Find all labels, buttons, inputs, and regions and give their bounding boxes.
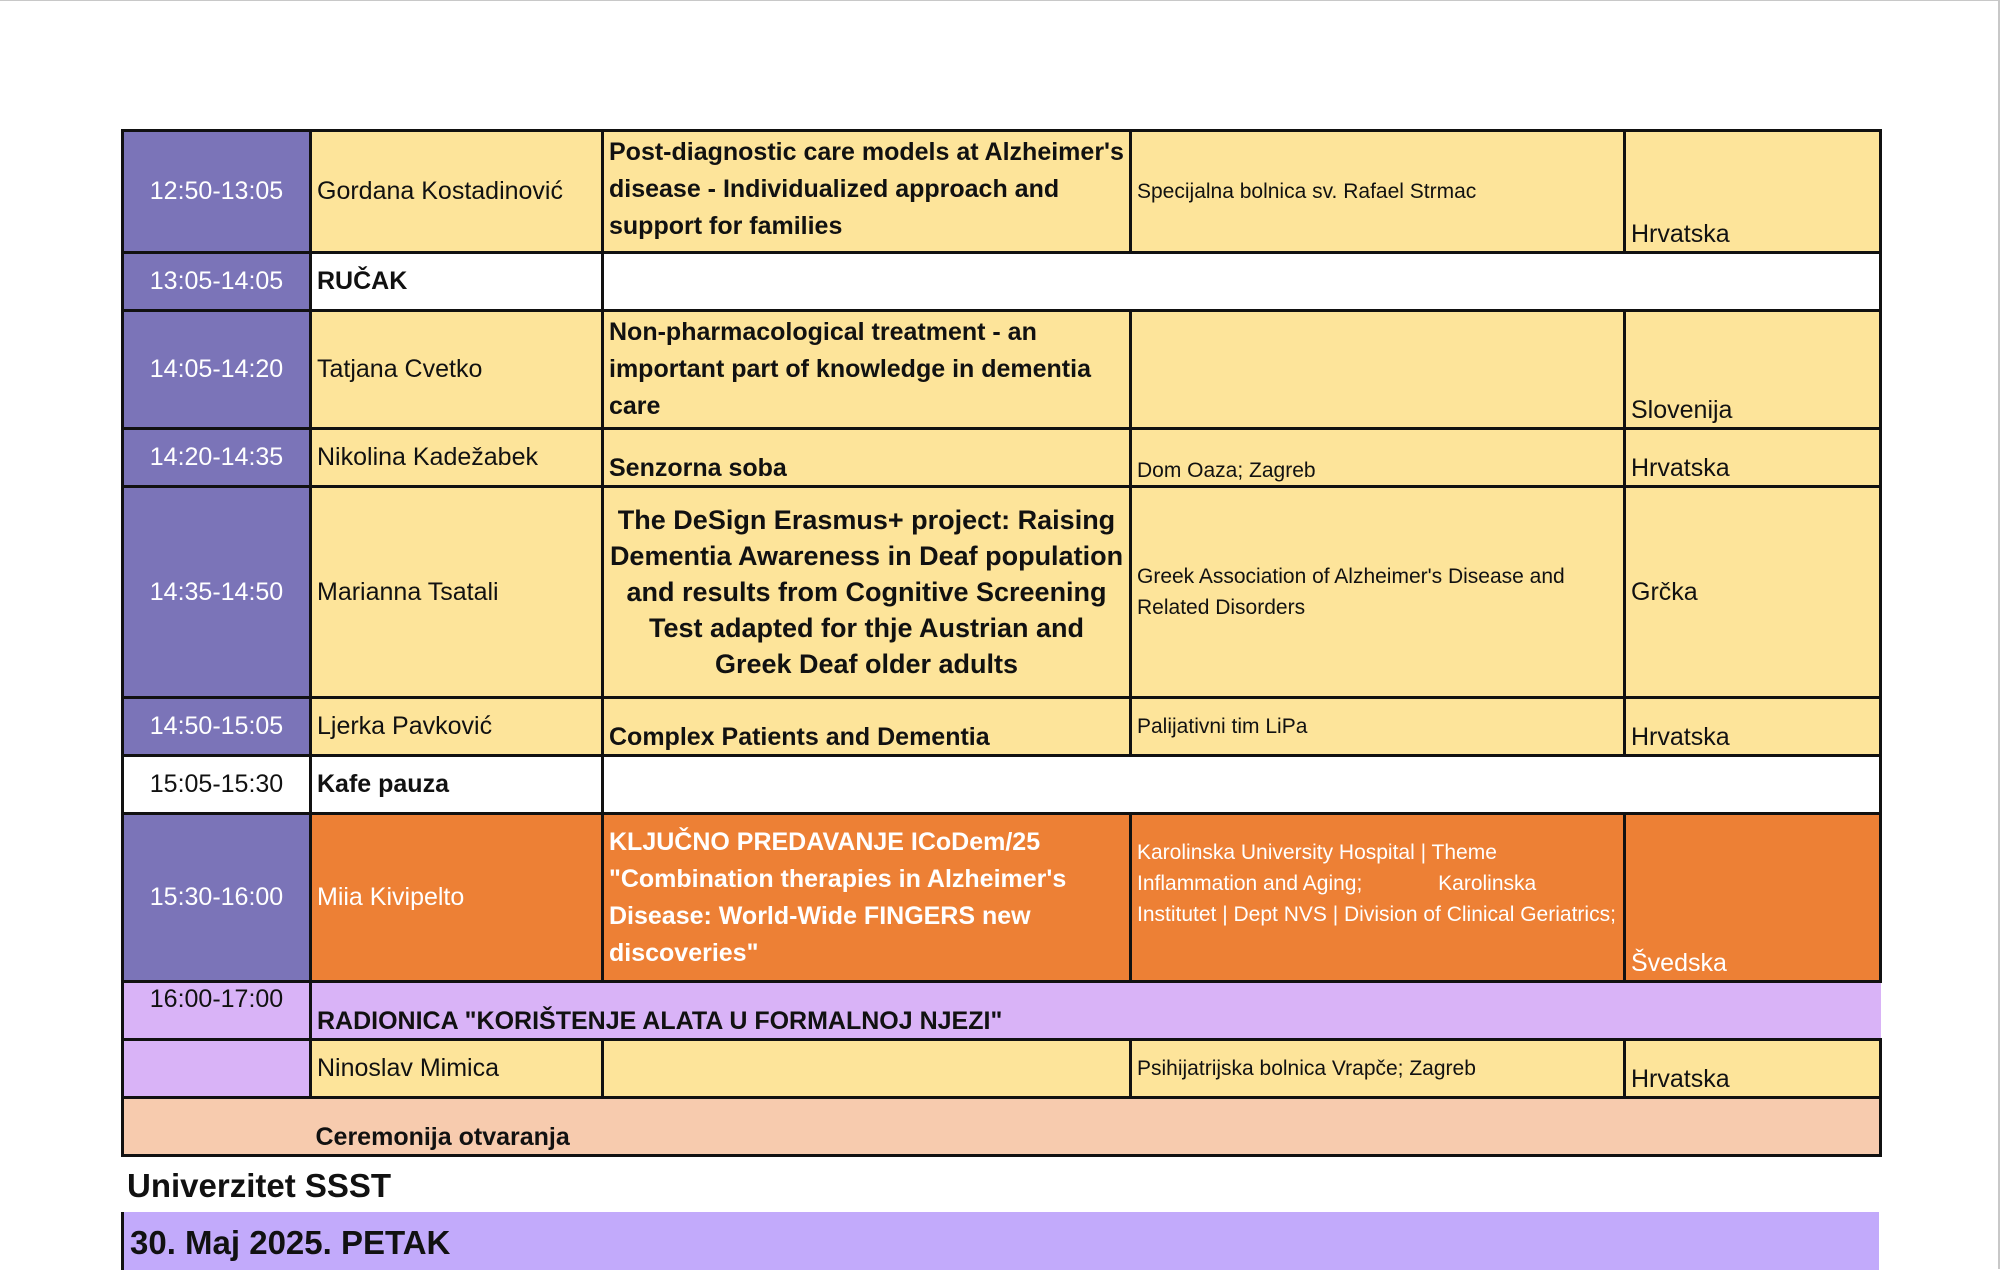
speaker-cell: Nikolina Kadežabek [311,429,603,487]
institution-cell: Specijalna bolnica sv. Rafael Strmac [1131,131,1625,253]
institution-cell: Dom Oaza; Zagreb [1131,429,1625,487]
venue-heading: Univerzitet SSST [127,1167,392,1204]
table-row [123,311,1881,429]
institution-cell: Palijativni tim LiPa [1131,698,1625,756]
talk-title-cell [603,1040,1131,1098]
institution-cell: Greek Association of Alzheimer's Disease and Related Disorders [1131,487,1625,698]
table-row [123,814,1881,982]
empty-cell [603,756,1881,814]
speaker-cell: Marianna Tsatali [311,487,603,698]
keynote-label: KLJUČNO PREDAVANJE ICoDem/25 [609,827,1041,856]
empty-cell [603,253,1881,311]
time-cell: 14:35-14:50 [123,487,311,698]
country-cell: Hrvatska [1625,429,1881,487]
table-row [123,429,1881,487]
institution-cell [1131,311,1625,429]
table-row [123,982,1881,1040]
country-cell: Švedska [1625,814,1881,982]
time-cell: 15:05-15:30 [123,756,311,814]
break-label: RUČAK [311,253,603,311]
talk-title-cell: Non-pharmacological treatment - an important part of knowledge in dementia care [603,311,1131,429]
table-row [123,1098,1881,1156]
table-row [123,487,1881,698]
table-row [123,698,1881,756]
talk-title-cell: Complex Patients and Dementia [603,698,1131,756]
speaker-cell: Tatjana Cvetko [311,311,603,429]
talk-title-cell: The DeSign Erasmus+ project: Raising Dementia Awareness in Deaf population and results from Cognitive Screening Test adapted for thje Austrian and Greek Deaf older adults [603,487,1131,698]
talk-title: "Combination therapies in Alzheimer's Disease: World-Wide FINGERS new discoveries" [609,864,1067,967]
country-cell: Hrvatska [1625,698,1881,756]
speaker-cell: Miia Kivipelto [311,814,603,982]
institution-cell: Karolinska University Hospital | Theme Inflammation and Aging; Karolinska Institutet | Dept NVS | Division of Clinical Geriatrics; [1131,814,1625,982]
table-row [123,131,1881,253]
ceremony-title: Ceremonija otvaranja [311,1098,1881,1156]
time-cell [123,1098,311,1156]
institution-cell: Psihijatrijska bolnica Vrapče; Zagreb [1131,1040,1625,1098]
country-cell: Hrvatska [1625,1040,1881,1098]
time-cell: 13:05-14:05 [123,253,311,311]
country-cell: Hrvatska [1625,131,1881,253]
speaker-cell: Ninoslav Mimica [311,1040,603,1098]
table-row [123,756,1881,814]
table-row [123,1040,1881,1098]
talk-title-cell: Post-diagnostic care models at Alzheimer's disease - Individualized approach and support for families [603,131,1131,253]
time-cell [123,1040,311,1098]
schedule-table [121,129,1882,1157]
country-cell: Slovenija [1625,311,1881,429]
time-cell: 14:20-14:35 [123,429,311,487]
table-row [123,253,1881,311]
day-header [121,1212,1879,1270]
talk-title-cell: Senzorna soba [603,429,1131,487]
break-label: Kafe pauza [311,756,603,814]
speaker-cell: Ljerka Pavković [311,698,603,756]
speaker-cell: Gordana Kostadinović [311,131,603,253]
day-label: 30. Maj 2025. PETAK [130,1224,451,1261]
time-cell: 14:50-15:05 [123,698,311,756]
time-cell: 12:50-13:05 [123,131,311,253]
time-cell: 15:30-16:00 [123,814,311,982]
time-cell: 14:05-14:20 [123,311,311,429]
time-cell: 16:00-17:00 [123,982,311,1040]
workshop-title: RADIONICA "KORIŠTENJE ALATA U FORMALNOJ NJEZI" [311,982,1881,1040]
keynote-title-cell [603,814,1131,982]
country-cell: Grčka [1625,487,1881,698]
